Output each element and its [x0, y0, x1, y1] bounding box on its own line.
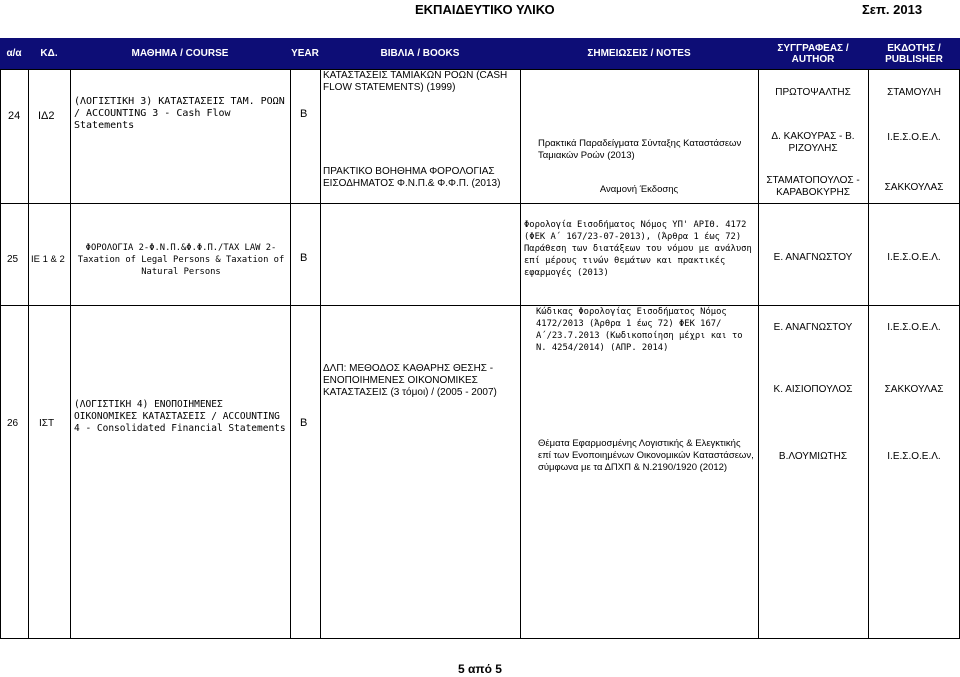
col-header-notes: ΣΗΜΕΙΩΣΕΙΣ / NOTES — [587, 48, 691, 59]
row-num: 24 — [8, 110, 21, 122]
notes-text: Φορολογία Εισοδήματος Νόμος ΥΠ' ΑΡΙΘ. 4172 (ΦΕΚ Α΄ 167/23-07-2013), (Άρθρα 1 έως 72) Παράθεση των διατάξεων του νόμου με ανάλυση επί μέρους τινών θεμάτων και πρακτικές εφαρμογές (2013) — [524, 220, 752, 278]
document-date: Σεπ. 2013 — [862, 2, 923, 17]
course-title: (ΛΟΓΙΣΤΙΚΗ 4) ΕΝΟΠΟΙΗΜΕΝΕΣ ΟΙΚΟΝΟΜΙΚΕΣ ΚΑΤΑΣΤΑΣΕΙΣ / ACCOUNTING 4 - Consolidated Financial Statements — [74, 399, 286, 434]
col-divider — [520, 69, 521, 638]
col-header-code: ΚΔ. — [40, 48, 58, 59]
page-number: 5 από 5 — [458, 662, 502, 676]
book-title: ΠΡΑΚΤΙΚΟ ΒΟΗΘΗΜΑ ΦΟΡΟΛΟΓΙΑΣ ΕΙΣΟΔΗΜΑΤΟΣ Φ.Ν.Π.& Φ.Φ.Π. (2013) — [323, 166, 501, 189]
notes-text: Πρακτικά Παραδείγματα Σύνταξης Καταστάσεων Ταμιακών Ροών (2013) — [538, 138, 742, 161]
course-year: B — [300, 417, 308, 429]
author-name: Β.ΛΟΥΜΙΩΤΗΣ — [778, 451, 848, 462]
author-name: ΣΤΑΜΑΤΟΠΟΥΛΟΣ - ΚΑΡΑΒΟΚΥΡΗΣ — [766, 175, 860, 198]
document-title: ΕΚΠΑΙΔΕΥΤΙΚΟ ΥΛΙΚΟ — [415, 2, 555, 17]
notes-text: Κώδικας Φορολογίας Εισοδήματος Νόμος 4172/2013 (Άρθρα 1 έως 72) ΦΕΚ 167/Α΄/23.7.2013 (Κωδικοποίηση μέχρι και το Ν. 4254/2014) (ΑΠΡ. 2014) — [536, 307, 743, 353]
author-name: Δ. ΚΑΚΟΥΡΑΣ - Β. ΡΙΖΟΥΛΗΣ — [771, 131, 855, 154]
col-divider — [868, 69, 869, 638]
author-name: ΠΡΩΤΟΨΑΛΤΗΣ — [775, 87, 851, 98]
publisher-name: Ι.Ε.Σ.Ο.Ε.Λ. — [887, 322, 941, 333]
book-title: ΔΛΠ: ΜΕΘΟΔΟΣ ΚΑΘΑΡΗΣ ΘΕΣΗΣ - ΕΝΟΠΟΙΗΜΕΝΕΣ ΟΙΚΟΝΟΜΙΚΕΣ ΚΑΤΑΣΤΑΣΕΙΣ (3 τόμοι) / (2005 - 2007) — [323, 363, 497, 398]
publisher-name: ΣΑΚΚΟΥΛΑΣ — [884, 384, 944, 395]
notes-text: Αναμονή Έκδοσης — [599, 184, 679, 195]
book-title: ΚΑΤΑΣΤΑΣΕΙΣ ΤΑΜΙΑΚΩΝ ΡΟΩΝ (CASH FLOW STATEMENTS) (1999) — [323, 70, 508, 93]
col-divider — [70, 69, 71, 638]
notes-text: Θέματα Εφαρμοσμένης Λογιστικής & Ελεγκτικής επί των Ενοποιημένων Οικονομικών Καταστάσεων, σύμφωνα με τα ΔΠΧΠ & Ν.2190/1920 (2012) — [538, 438, 754, 473]
author-name: Κ. ΑΙΣΙΟΠΟΥΛΟΣ — [773, 384, 853, 395]
row-divider — [0, 305, 960, 306]
publisher-name: ΣΤΑΜΟΥΛΗ — [887, 87, 941, 98]
row-code: ΙΔ2 — [38, 110, 55, 122]
col-divider — [320, 69, 321, 638]
col-header-course: ΜΑΘΗΜΑ / COURSE — [131, 48, 229, 59]
course-title: ΦΟΡΟΛΟΓΙΑ 2-Φ.Ν.Π.&Φ.Φ.Π./TAX LAW 2-Taxation of Legal Persons & Taxation of Natural Persons — [77, 243, 285, 277]
col-divider — [28, 69, 29, 638]
row-divider — [0, 638, 960, 639]
row-divider — [0, 203, 960, 204]
row-num: 26 — [7, 418, 19, 429]
publisher-name: Ι.Ε.Σ.Ο.Ε.Λ. — [887, 252, 941, 263]
col-divider — [290, 69, 291, 638]
course-year: B — [300, 108, 308, 120]
col-header-author: ΣΥΓΓΡΑΦΕΑΣ / AUTHOR — [777, 42, 849, 65]
col-header-books: ΒΙΒΛΙΑ / BOOKS — [380, 48, 460, 59]
col-divider — [758, 69, 759, 638]
publisher-name: Ι.Ε.Σ.Ο.Ε.Λ. — [887, 451, 941, 462]
col-header-num: α/α — [6, 48, 22, 59]
row-num: 25 — [7, 254, 19, 265]
row-code: ΙΕ 1 & 2 — [31, 254, 65, 265]
col-header-year: YEAR — [291, 48, 319, 59]
publisher-name: Ι.Ε.Σ.Ο.Ε.Λ. — [887, 132, 941, 143]
author-name: Ε. ΑΝΑΓΝΩΣΤΟΥ — [773, 252, 853, 263]
course-year: B — [300, 252, 308, 264]
publisher-name: ΣΑΚΚΟΥΛΑΣ — [884, 182, 944, 193]
author-name: Ε. ΑΝΑΓΝΩΣΤΟΥ — [773, 322, 853, 333]
col-header-publisher: ΕΚΔΟΤΗΣ / PUBLISHER — [885, 42, 943, 65]
col-divider — [0, 69, 1, 638]
row-code: ΙΣΤ — [39, 418, 55, 429]
course-title: (ΛΟΓΙΣΤΙΚΗ 3) ΚΑΤΑΣΤΑΣΕΙΣ ΤΑΜ. ΡΟΩΝ / ACCOUNTING 3 - Cash Flow Statements — [74, 96, 285, 131]
